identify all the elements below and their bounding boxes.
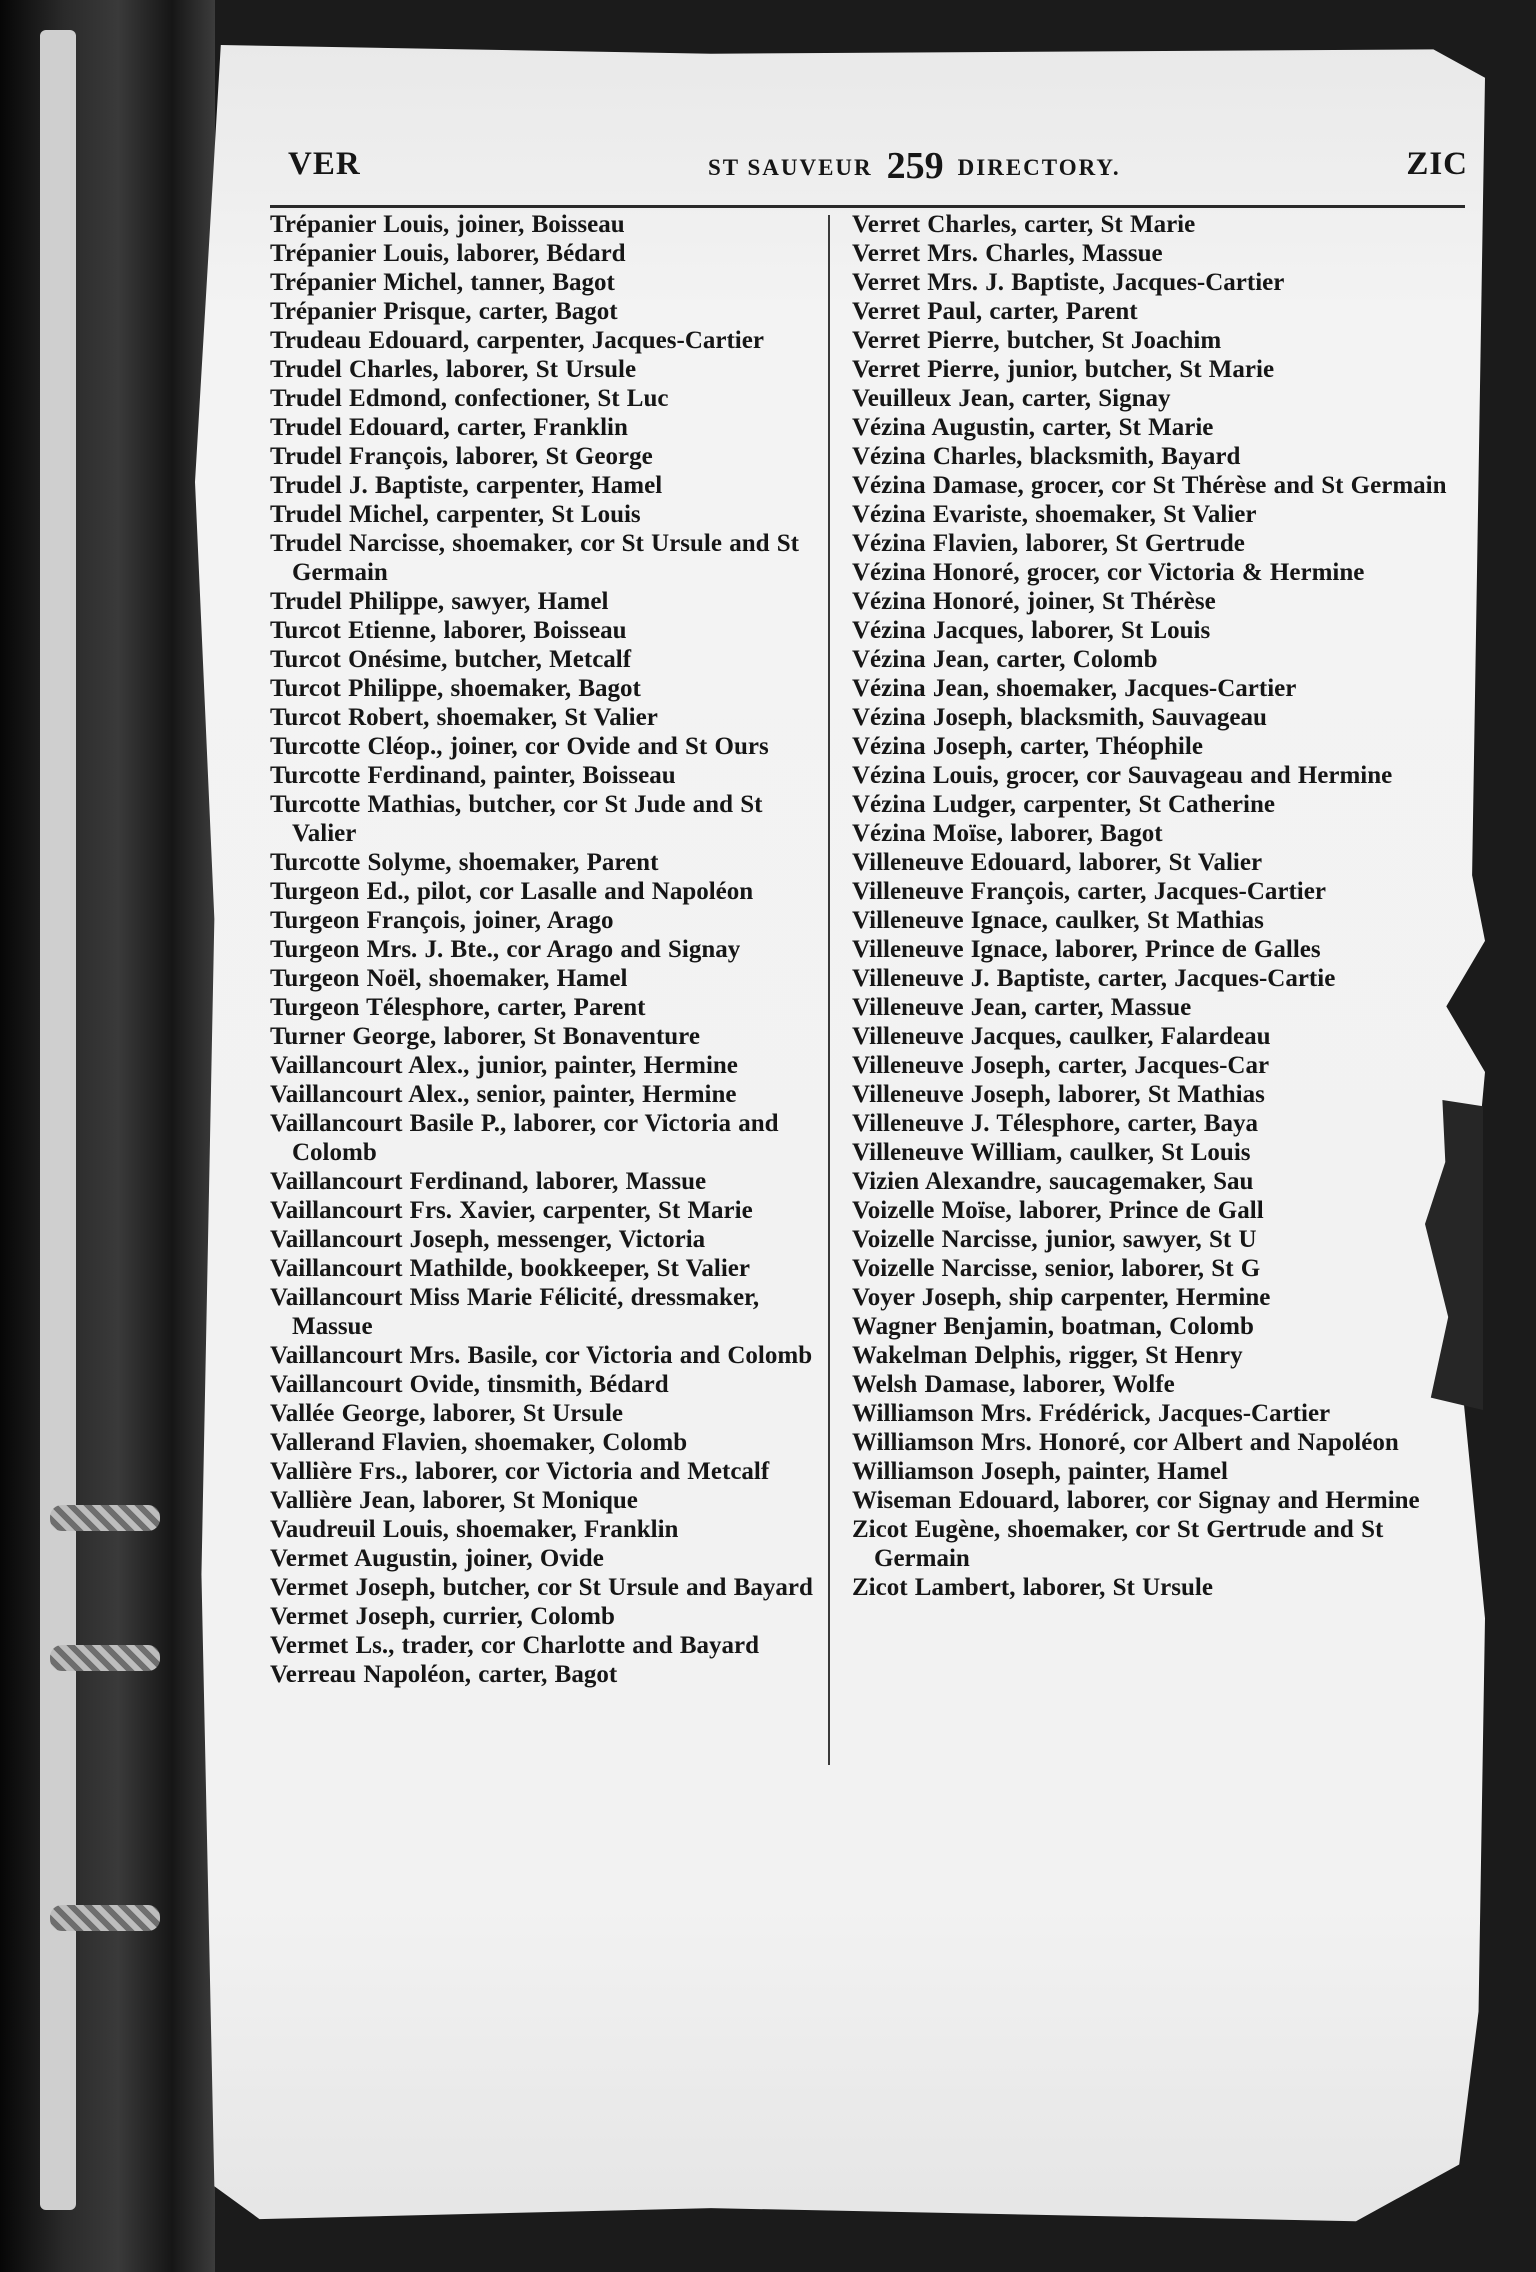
directory-entry: Vézina Jacques, laborer, St Louis xyxy=(852,617,1211,644)
header-title: DIRECTORY. xyxy=(957,155,1121,180)
directory-entry: Trudeau Edouard, carpenter, Jacques-Cartier xyxy=(270,327,764,354)
directory-entry: Williamson Mrs. Frédérick, Jacques-Cartier xyxy=(852,1400,1331,1427)
directory-entry: Vermet Joseph, butcher, cor St Ursule and Bayard xyxy=(270,1574,813,1601)
page-number: 259 xyxy=(886,145,944,187)
directory-entry: Vézina Moïse, laborer, Bagot xyxy=(852,820,1163,847)
header-locality: ST SAUVEUR xyxy=(708,155,873,180)
directory-entry: Turcotte Ferdinand, painter, Boisseau xyxy=(270,762,676,789)
directory-entry: Villeneuve William, caulker, St Louis xyxy=(852,1139,1251,1166)
right-column xyxy=(852,210,1452,1602)
page-edge-strip xyxy=(40,30,76,2210)
directory-entry: Villeneuve François, carter, Jacques-Cartier xyxy=(852,878,1326,905)
directory-entry: Verret Mrs. Charles, Massue xyxy=(852,240,1163,267)
directory-entry: Vézina Jean, shoemaker, Jacques-Cartier xyxy=(852,675,1297,702)
directory-entry: Voizelle Narcisse, junior, sawyer, St U xyxy=(852,1226,1257,1253)
directory-entry: Verret Mrs. J. Baptiste, Jacques-Cartier xyxy=(852,269,1285,296)
directory-entry: Vézina Augustin, carter, St Marie xyxy=(852,414,1214,441)
directory-entry: Vallerand Flavien, shoemaker, Colomb xyxy=(270,1429,688,1456)
directory-entry: Vallière Frs., laborer, cor Victoria and Metcalf xyxy=(270,1458,770,1485)
directory-entry: Trudel Charles, laborer, St Ursule xyxy=(270,356,637,383)
directory-entry: Turcot Robert, shoemaker, St Valier xyxy=(270,704,658,731)
directory-entry: Turcotte Mathias, butcher, cor St Jude and St Valier xyxy=(270,791,763,847)
directory-entry: Vézina Charles, blacksmith, Bayard xyxy=(852,443,1241,470)
directory-entry: Vaudreuil Louis, shoemaker, Franklin xyxy=(270,1516,679,1543)
directory-entry: Vézina Honoré, grocer, cor Victoria & Hermine xyxy=(852,559,1365,586)
directory-entry: Vézina Joseph, blacksmith, Sauvageau xyxy=(852,704,1267,731)
directory-entry: Trépanier Louis, laborer, Bédard xyxy=(270,240,626,267)
directory-entry: Turcot Philippe, shoemaker, Bagot xyxy=(270,675,641,702)
directory-entry: Verreau Napoléon, carter, Bagot xyxy=(270,1661,618,1688)
directory-entry: Vaillancourt Mrs. Basile, cor Victoria and Colomb xyxy=(270,1342,813,1369)
directory-entry: Trudel François, laborer, St George xyxy=(270,443,653,470)
directory-entry: Turgeon Télesphore, carter, Parent xyxy=(270,994,646,1021)
directory-entry: Wiseman Edouard, laborer, cor Signay and Hermine xyxy=(852,1487,1420,1514)
directory-entry: Vézina Flavien, laborer, St Gertrude xyxy=(852,530,1245,557)
directory-entry: Williamson Joseph, painter, Hamel xyxy=(852,1458,1228,1485)
directory-entry: Vaillancourt Ferdinand, laborer, Massue xyxy=(270,1168,707,1195)
header-rule xyxy=(270,205,1465,208)
directory-entry: Trépanier Prisque, carter, Bagot xyxy=(270,298,618,325)
directory-entry: Vaillancourt Mathilde, bookkeeper, St Valier xyxy=(270,1255,750,1282)
directory-entry: Trudel Edmond, confectioner, St Luc xyxy=(270,385,669,412)
directory-entry: Turcot Onésime, butcher, Metcalf xyxy=(270,646,632,673)
directory-entry: Vézina Evariste, shoemaker, St Valier xyxy=(852,501,1257,528)
directory-entry: Vizien Alexandre, saucagemaker, Sau xyxy=(852,1168,1254,1195)
directory-entry: Villeneuve Ignace, caulker, St Mathias xyxy=(852,907,1264,934)
directory-entry: Voyer Joseph, ship carpenter, Hermine xyxy=(852,1284,1271,1311)
directory-entry: Vézina Honoré, joiner, St Thérèse xyxy=(852,588,1216,615)
directory-entry: Welsh Damase, laborer, Wolfe xyxy=(852,1371,1175,1398)
directory-entry: Trépanier Michel, tanner, Bagot xyxy=(270,269,615,296)
header-left-guide: VER xyxy=(288,146,361,182)
directory-entry: Turner George, laborer, St Bonaventure xyxy=(270,1023,700,1050)
directory-entry: Vaillancourt Ovide, tinsmith, Bédard xyxy=(270,1371,669,1398)
directory-entry: Wakelman Delphis, rigger, St Henry xyxy=(852,1342,1243,1369)
directory-entry: Wagner Benjamin, boatman, Colomb xyxy=(852,1313,1254,1340)
header-right-guide: ZIC xyxy=(1406,146,1468,182)
directory-entry: Vallière Jean, laborer, St Monique xyxy=(270,1487,638,1514)
directory-entry: Vézina Louis, grocer, cor Sauvageau and Hermine xyxy=(852,762,1393,789)
directory-entry: Villeneuve J. Télesphore, carter, Baya xyxy=(852,1110,1259,1137)
directory-entry: Williamson Mrs. Honoré, cor Albert and Napoléon xyxy=(852,1429,1399,1456)
directory-entry: Vermet Ls., trader, cor Charlotte and Bayard xyxy=(270,1632,760,1659)
directory-page xyxy=(240,0,1485,2272)
directory-entry: Vaillancourt Alex., junior, painter, Hermine xyxy=(270,1052,738,1079)
binding-thread xyxy=(50,1645,160,1671)
running-header xyxy=(288,138,1468,208)
directory-entry: Villeneuve J. Baptiste, carter, Jacques-Cartie xyxy=(852,965,1336,992)
directory-entry: Zicot Lambert, laborer, St Ursule xyxy=(852,1574,1213,1601)
directory-entry: Turcotte Cléop., joiner, cor Ovide and St Ours xyxy=(270,733,769,760)
directory-entry: Verret Pierre, junior, butcher, St Marie xyxy=(852,356,1275,383)
directory-entry: Vaillancourt Joseph, messenger, Victoria xyxy=(270,1226,706,1253)
directory-entry: Verret Pierre, butcher, St Joachim xyxy=(852,327,1222,354)
directory-entry: Trudel Narcisse, shoemaker, cor St Ursule and St Germain xyxy=(270,530,799,586)
left-column xyxy=(270,210,818,1689)
directory-entry: Villeneuve Edouard, laborer, St Valier xyxy=(852,849,1263,876)
directory-entry: Vermet Augustin, joiner, Ovide xyxy=(270,1545,604,1572)
directory-entry: Vaillancourt Basile P., laborer, cor Victoria and Colomb xyxy=(270,1110,779,1166)
directory-entry: Villeneuve Ignace, laborer, Prince de Galles xyxy=(852,936,1321,963)
directory-entry: Vézina Jean, carter, Colomb xyxy=(852,646,1158,673)
directory-entry: Villeneuve Jean, carter, Massue xyxy=(852,994,1192,1021)
directory-entry: Voizelle Moïse, laborer, Prince de Gall xyxy=(852,1197,1264,1224)
directory-entry: Vaillancourt Frs. Xavier, carpenter, St Marie xyxy=(270,1197,753,1224)
book-binding xyxy=(0,0,215,2272)
directory-entry: Turgeon Ed., pilot, cor Lasalle and Napoléon xyxy=(270,878,754,905)
directory-entry: Vaillancourt Miss Marie Félicité, dressmaker, Massue xyxy=(270,1284,760,1340)
directory-entry: Trépanier Louis, joiner, Boisseau xyxy=(270,211,625,238)
directory-entry: Turcotte Solyme, shoemaker, Parent xyxy=(270,849,659,876)
directory-entry: Vallée George, laborer, St Ursule xyxy=(270,1400,624,1427)
directory-entry: Turgeon Noël, shoemaker, Hamel xyxy=(270,965,628,992)
directory-entry: Verret Charles, carter, St Marie xyxy=(852,211,1196,238)
binding-thread xyxy=(50,1505,160,1531)
directory-entry: Vermet Joseph, currier, Colomb xyxy=(270,1603,615,1630)
directory-entry: Trudel Michel, carpenter, St Louis xyxy=(270,501,641,528)
directory-entry: Trudel Edouard, carter, Franklin xyxy=(270,414,628,441)
header-center xyxy=(708,144,1121,188)
directory-entry: Vaillancourt Alex., senior, painter, Hermine xyxy=(270,1081,737,1108)
directory-entry: Vézina Joseph, carter, Théophile xyxy=(852,733,1203,760)
directory-entry: Trudel Philippe, sawyer, Hamel xyxy=(270,588,609,615)
directory-entry: Villeneuve Jacques, caulker, Falardeau xyxy=(852,1023,1271,1050)
directory-entry: Villeneuve Joseph, laborer, St Mathias xyxy=(852,1081,1265,1108)
binding-thread xyxy=(50,1905,160,1931)
column-divider xyxy=(828,215,830,1765)
directory-entry: Trudel J. Baptiste, carpenter, Hamel xyxy=(270,472,663,499)
directory-entry: Voizelle Narcisse, senior, laborer, St G xyxy=(852,1255,1261,1282)
directory-entry: Turcot Etienne, laborer, Boisseau xyxy=(270,617,627,644)
directory-entry: Vézina Damase, grocer, cor St Thérèse and St Germain xyxy=(852,472,1447,499)
directory-entry: Villeneuve Joseph, carter, Jacques-Car xyxy=(852,1052,1270,1079)
directory-entry: Zicot Eugène, shoemaker, cor St Gertrude and St Germain xyxy=(852,1516,1384,1572)
directory-entry: Vézina Ludger, carpenter, St Catherine xyxy=(852,791,1275,818)
directory-entry: Turgeon François, joiner, Arago xyxy=(270,907,614,934)
directory-entry: Turgeon Mrs. J. Bte., cor Arago and Signay xyxy=(270,936,741,963)
directory-entry: Veuilleux Jean, carter, Signay xyxy=(852,385,1171,412)
directory-entry: Verret Paul, carter, Parent xyxy=(852,298,1138,325)
